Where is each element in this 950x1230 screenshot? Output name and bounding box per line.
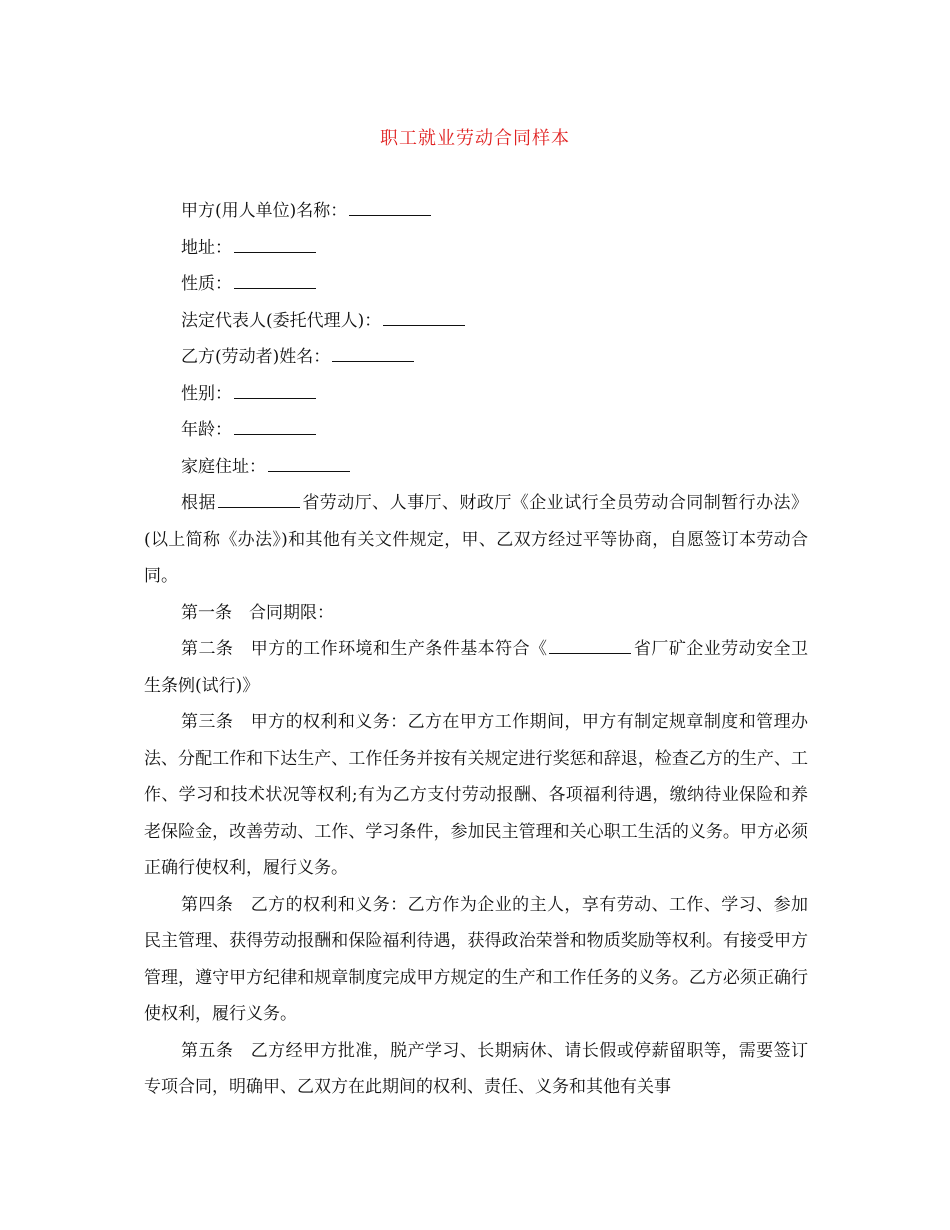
article-2: [144, 631, 808, 704]
blank-line: [332, 346, 414, 362]
article-3: 第三条 甲方的权利和义务：乙方在甲方工作期间，甲方有制定规章制度和管理办法、分配工作和下达生产、工作任务并按有关规定进行奖惩和辞退，检查乙方的生产、工作、学习和技术状况等权利;有为乙方支付劳动报酬、各项福利待遇，缴纳待业保险和养老保险金，改善劳动、工作、学习条件，参加民主管理和关心职工生活的义务。甲方必须正确行使权利，履行义务。: [144, 712, 808, 878]
blank-line: [218, 492, 300, 508]
article-4: 第四条 乙方的权利和义务：乙方作为企业的主人，享有劳动、工作、学习、参加民主管理、获得劳动报酬和保险福利待遇，获得政治荣誉和物质奖励等权利。有接受甲方管理，遵守甲方纪律和规章制度完成甲方规定的生产和工作任务的义务。乙方必须正确行使权利，履行义务。: [144, 894, 808, 1024]
intro-text-before: 根据: [181, 493, 216, 513]
blank-line: [349, 200, 431, 216]
field-label: 性别：: [181, 383, 232, 404]
intro-text-after: 省劳动厅、人事厅、财政厅《企业试行全员劳动合同制暂行办法》(以上简称《办法》)和其他有关文件规定，甲、乙双方经过平等协商，自愿签订本劳动合同。: [144, 493, 809, 586]
field-label: 乙方(劳动者)姓名：: [181, 347, 331, 367]
blank-line: [383, 310, 465, 326]
document-title: 职工就业劳动合同样本: [380, 128, 570, 149]
intro-paragraph: [144, 485, 808, 595]
field-age: [144, 412, 808, 449]
field-label: 地址：: [181, 237, 232, 258]
document-body: [144, 193, 808, 1106]
field-label: 家庭住址：: [181, 456, 266, 477]
field-label: 甲方(用人单位)名称：: [181, 201, 348, 221]
blank-line: [234, 419, 316, 435]
field-employee-name: [144, 339, 808, 376]
field-label: 性质：: [181, 274, 232, 294]
field-gender: [144, 376, 808, 413]
field-legal-representative: [144, 303, 808, 340]
field-nature: [144, 266, 808, 303]
article-2-text-after: 省厂矿企业劳动安全卫生条例(试行)》: [144, 639, 809, 696]
blank-line: [549, 638, 631, 654]
field-home-address: [144, 449, 808, 486]
article-5: 第五条 乙方经甲方批准，脱产学习、长期病休、请长假或停薪留职等，需要签订专项合同，明确甲、乙双方在此期间的权利、责任、义务和其他有关事: [144, 1040, 808, 1097]
blank-line: [234, 273, 316, 289]
blank-line: [268, 456, 350, 472]
article-2-text-before: 第二条 甲方的工作环境和生产条件基本符合《: [181, 639, 548, 659]
field-address: [144, 230, 808, 267]
field-label: 法定代表人(委托代理人)：: [181, 310, 382, 331]
field-employer-name: [144, 193, 808, 230]
article-1: 第一条 合同期限：: [181, 602, 334, 623]
blank-line: [234, 237, 316, 253]
blank-line: [234, 383, 316, 399]
field-label: 年龄：: [181, 420, 232, 440]
